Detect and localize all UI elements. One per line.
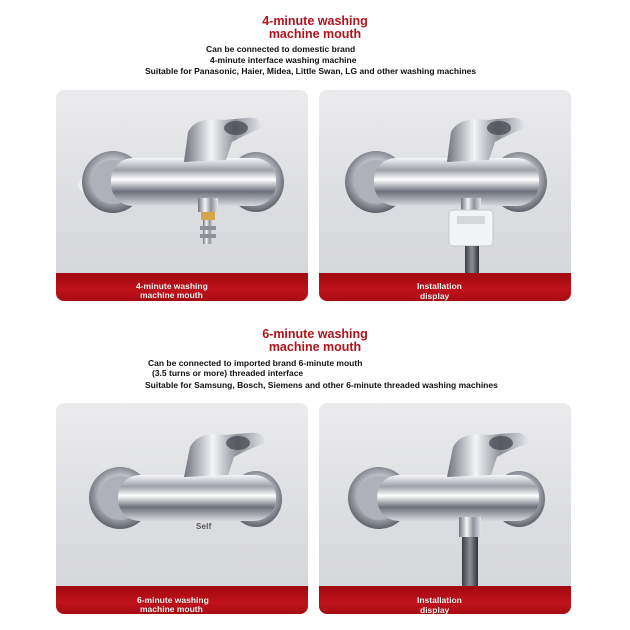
faucet-image bbox=[319, 403, 571, 614]
card-caption-line2: display bbox=[420, 291, 450, 301]
section1-title-line1: 4-minute washing bbox=[262, 14, 368, 28]
faucet-image bbox=[56, 90, 308, 301]
faucet-image bbox=[319, 90, 571, 301]
section2-installation-photo-card bbox=[319, 403, 571, 614]
section2-product-photo-card bbox=[56, 403, 308, 614]
faucet-image bbox=[56, 403, 308, 614]
card-caption-line1: 6-minute washing bbox=[137, 595, 209, 605]
self-label: Self bbox=[196, 522, 212, 531]
card-caption-line1: 4-minute washing bbox=[136, 281, 208, 291]
card-caption-line1: Installation bbox=[417, 595, 462, 605]
section2-title-line1: 6-minute washing bbox=[262, 327, 368, 341]
section1-desc-line3: Suitable for Panasonic, Haier, Midea, Little Swan, LG and other washing machines bbox=[145, 66, 477, 76]
section1-title-line2: machine mouth bbox=[268, 27, 362, 41]
card-caption-line2: machine mouth bbox=[140, 604, 203, 614]
card-caption-line2: machine mouth bbox=[140, 290, 203, 300]
section1-desc-line2: 4-minute interface washing machine bbox=[210, 55, 357, 65]
section1-desc-line1: Can be connected to domestic brand bbox=[206, 44, 356, 54]
section2-desc-line2: (3.5 turns or more) threaded interface bbox=[152, 368, 304, 378]
card-caption-line2: display bbox=[420, 605, 450, 614]
section2-desc-line1: Can be connected to imported brand 6-minute mouth bbox=[148, 358, 363, 368]
section2-title-line2: machine mouth bbox=[268, 340, 362, 354]
section1-installation-photo-card bbox=[319, 90, 571, 301]
section2-desc-line3: Suitable for Samsung, Bosch, Siemens and other 6-minute threaded washing machines bbox=[145, 380, 498, 390]
section1-product-photo-card bbox=[56, 90, 308, 301]
card-caption-line1: Installation bbox=[417, 281, 462, 291]
